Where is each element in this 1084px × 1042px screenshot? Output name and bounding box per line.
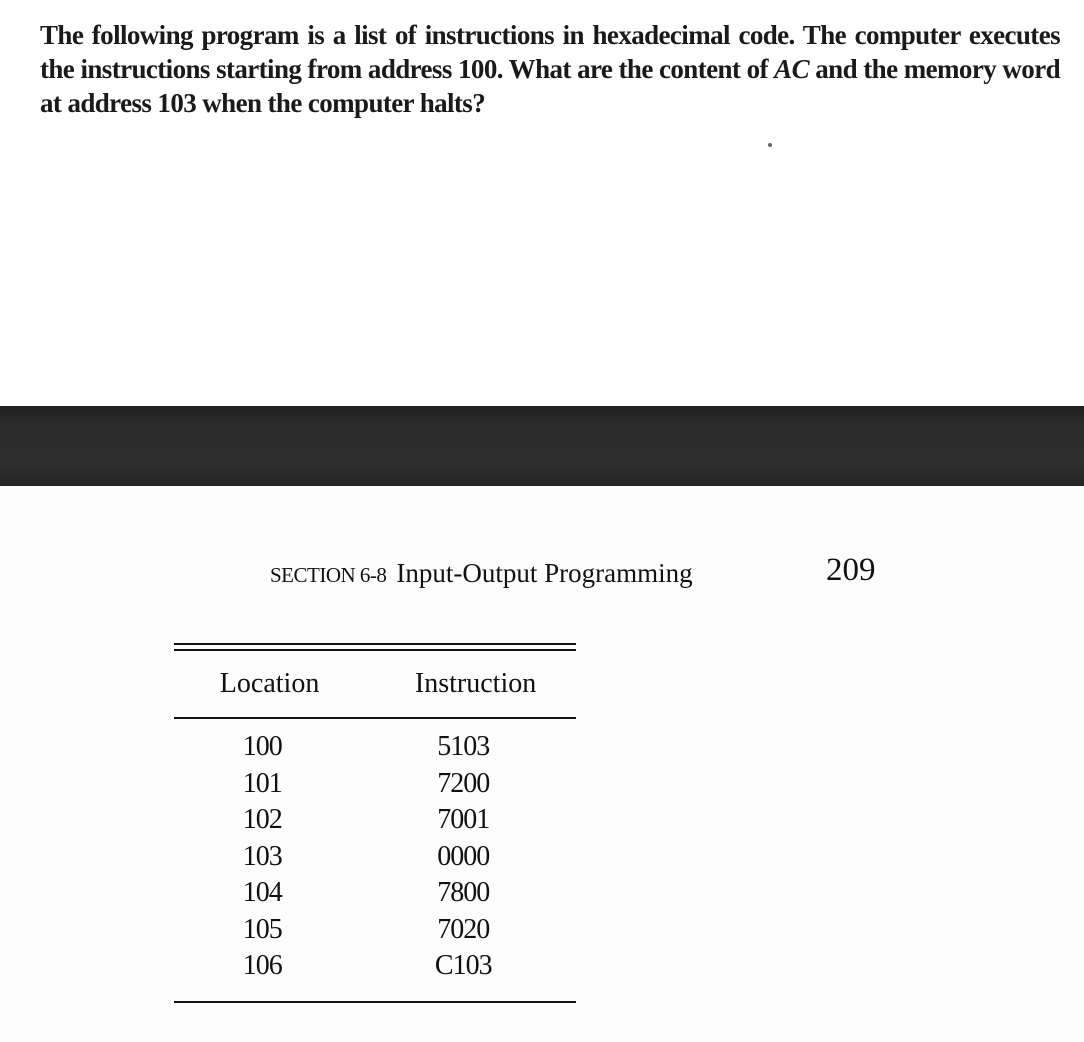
cell-instruction: C103 [434, 950, 492, 982]
table-bottom-rule [174, 1001, 576, 1003]
page-number: 209 [826, 552, 876, 588]
table-row [174, 729, 576, 766]
header-instruction: Instruction [414, 668, 537, 699]
cell-location: 104 [242, 877, 282, 909]
program-table [174, 643, 576, 1003]
table-row [174, 766, 576, 803]
section-number: SECTION 6-8 [270, 563, 387, 587]
cell-location: 102 [242, 804, 282, 836]
table-row [174, 875, 576, 912]
table-body [174, 719, 576, 997]
table-row [174, 948, 576, 985]
question-text [40, 18, 1060, 120]
question-text-part-2: and the memory word at address 103 when the computer halts? [40, 54, 1060, 118]
table-header [174, 651, 576, 717]
accumulator-label: AC [774, 54, 809, 84]
cell-instruction: 0000 [437, 840, 490, 872]
cell-instruction: 7200 [437, 767, 490, 799]
cell-instruction: 5103 [437, 731, 490, 763]
cell-instruction: 7800 [437, 877, 490, 909]
running-head [270, 558, 693, 589]
table-row [174, 802, 576, 839]
separator-band [0, 406, 1084, 486]
header-location: Location [219, 668, 320, 699]
cell-location: 106 [242, 950, 282, 982]
table-top-rule [174, 643, 576, 651]
cell-location: 103 [242, 840, 282, 872]
cell-location: 105 [242, 913, 282, 945]
cell-instruction: 7001 [437, 804, 490, 836]
scan-speck [768, 143, 772, 147]
table-row [174, 839, 576, 876]
section-title: Input-Output Programming [396, 558, 693, 588]
question-text-part-1: The following program is a list of instructions in hexadecimal code. The computer executes the instructions starting from address 100. What are the content of [40, 20, 1060, 84]
cell-location: 101 [242, 767, 282, 799]
table-row [174, 912, 576, 949]
cell-instruction: 7020 [437, 913, 490, 945]
cell-location: 100 [242, 731, 282, 763]
